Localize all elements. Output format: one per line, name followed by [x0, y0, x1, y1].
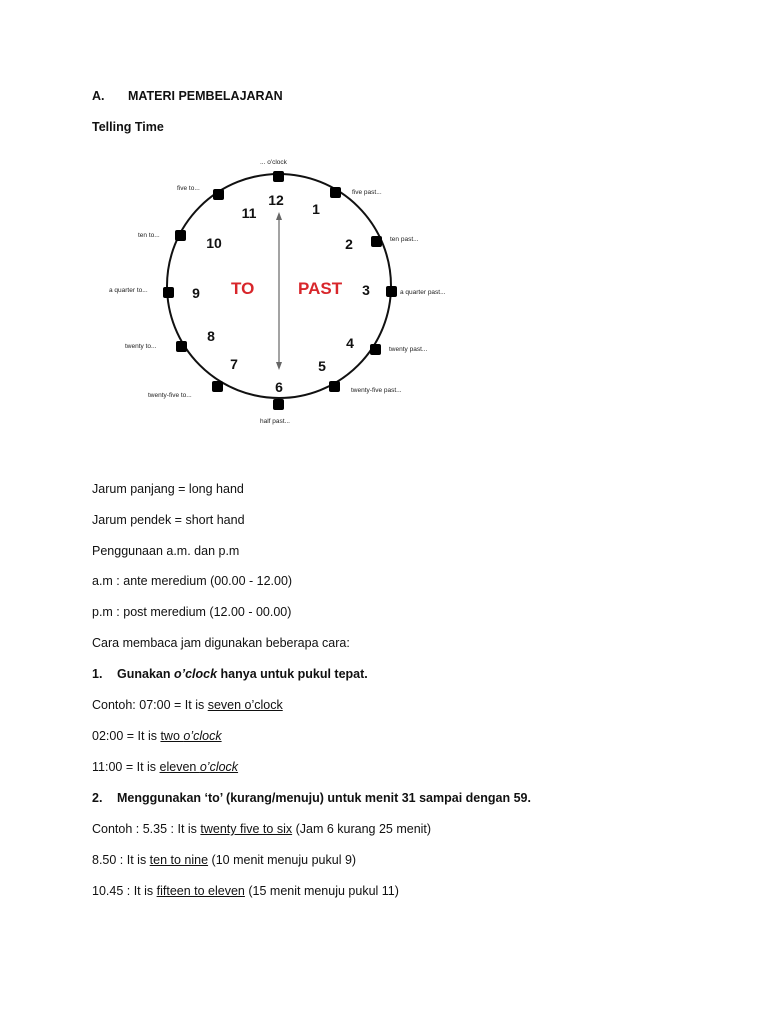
hour-8: 8	[207, 328, 215, 344]
past-label: PAST	[298, 279, 343, 298]
marker-11	[213, 189, 224, 200]
example-line	[92, 759, 238, 775]
example-line	[92, 883, 399, 899]
list-item-2	[92, 790, 531, 806]
ampm-title-line: Penggunaan a.m. dan p.m	[92, 544, 240, 558]
example-post: (10 menit menuju pukul 9)	[208, 853, 357, 867]
long-hand-line: Jarum panjang = long hand	[92, 482, 244, 496]
item1-pre: Gunakan	[117, 667, 174, 681]
clock-diagram	[100, 152, 480, 442]
five-to-label: five to...	[177, 185, 200, 192]
example-line	[92, 852, 356, 868]
example-post: (15 menit menuju pukul 11)	[244, 884, 399, 898]
example-answer-oclock: o’clock	[199, 760, 239, 774]
twenty-past-label: twenty past...	[389, 346, 428, 353]
marker-12	[273, 171, 284, 182]
example-post: (Jam 6 kurang 25 menit)	[292, 822, 432, 836]
twentyfive-to-label: twenty-five to...	[148, 392, 192, 399]
subtitle: Telling Time	[92, 120, 164, 134]
example-line	[92, 728, 222, 744]
marker-5	[329, 381, 340, 392]
quarter-to-label: a quarter to...	[109, 287, 148, 294]
arrow-up-icon	[276, 212, 282, 220]
example-pre: 10.45 : It is	[92, 884, 157, 898]
example-answer: fifteen to eleven	[156, 884, 245, 898]
item2-text: Menggunakan ‘to’ (kurang/menuju) untuk menit 31 sampai dengan 59.	[117, 791, 531, 805]
example-answer: eleven	[159, 760, 200, 774]
hour-5: 5	[318, 358, 326, 374]
example-line	[92, 821, 431, 837]
ten-to-label: ten to...	[138, 232, 160, 239]
pm-line: p.m : post meredium (12.00 - 00.00)	[92, 605, 292, 619]
example-pre: Contoh: 07:00 = It is	[92, 698, 208, 712]
marker-2	[371, 236, 382, 247]
ten-past-label: ten past...	[390, 236, 419, 243]
list-item-1	[92, 666, 368, 682]
example-answer: twenty five to six	[200, 822, 293, 836]
marker-6	[273, 399, 284, 410]
to-label: TO	[231, 279, 255, 298]
hour-9: 9	[192, 285, 200, 301]
example-line	[92, 697, 283, 713]
example-pre: Contoh : 5.35 : It is	[92, 822, 201, 836]
half-past-label: half past...	[260, 418, 290, 425]
example-pre: 8.50 : It is	[92, 853, 150, 867]
example-answer-oclock: o’clock	[183, 729, 222, 743]
item1-post: hanya untuk pukul tepat.	[217, 667, 368, 681]
marker-10	[175, 230, 186, 241]
example-answer: two	[160, 729, 184, 743]
quarter-past-label: a quarter past...	[400, 289, 446, 296]
hour-2: 2	[345, 236, 353, 252]
example-pre: 02:00 = It is	[92, 729, 161, 743]
marker-3	[386, 286, 397, 297]
hour-10: 10	[206, 235, 222, 251]
list-number: 1.	[92, 667, 103, 681]
hour-3: 3	[362, 282, 370, 298]
section-title: MATERI PEMBELAJARAN	[128, 89, 283, 103]
five-past-label: five past...	[352, 189, 382, 196]
example-pre: 11:00 = It is	[92, 760, 160, 774]
hour-1: 1	[312, 201, 320, 217]
section-heading	[92, 88, 283, 104]
arrow-down-icon	[276, 362, 282, 370]
hour-11: 11	[241, 205, 257, 221]
oclock-label: ... o'clock	[260, 159, 287, 166]
cara-line: Cara membaca jam digunakan beberapa cara:	[92, 636, 350, 650]
twentyfive-past-label: twenty-five past...	[351, 387, 402, 394]
hour-7: 7	[230, 356, 238, 372]
am-line: a.m : ante meredium (00.00 - 12.00)	[92, 574, 293, 588]
short-hand-line: Jarum pendek = short hand	[92, 513, 245, 527]
example-answer: seven o’clock	[207, 698, 283, 712]
marker-8	[176, 341, 187, 352]
section-letter: A.	[92, 89, 105, 103]
list-number: 2.	[92, 791, 103, 805]
item1-em: o’clock	[173, 667, 218, 681]
marker-1	[330, 187, 341, 198]
hour-12: 12	[268, 192, 284, 208]
hour-6: 6	[275, 379, 283, 395]
marker-9	[163, 287, 174, 298]
twenty-to-label: twenty to...	[125, 343, 157, 350]
marker-7	[212, 381, 223, 392]
example-answer: ten to nine	[149, 853, 209, 867]
hour-4: 4	[346, 335, 354, 351]
marker-4	[370, 344, 381, 355]
